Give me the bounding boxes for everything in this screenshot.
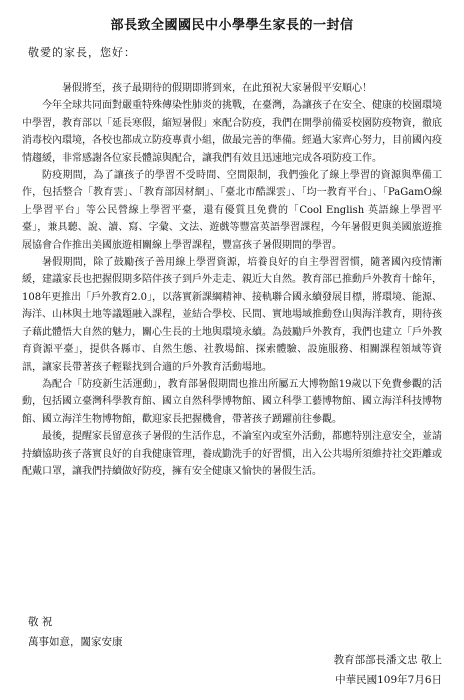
paragraph-5: 為配合「防疫新生活運動」，教育部暑假期間也推出所屬五大博物館19歲以下免費參觀的活動，包括國立臺灣科學教育館、國立自然科學博物館、國立科學工藝博物館、國立海洋科技博物館、國立海洋生物博物館，歡迎家長把握機會，帶著孩子踴躍前往參觀。: [22, 378, 442, 425]
salutation: 敬愛的家長，您好：: [28, 46, 136, 59]
paragraph-3: 防疫期間，為了讓孩子的學習不受時間、空間限制，我們強化了線上學習的資源與準備工作，包括整合「教育雲」、「教育部因材網」、「臺北市酷課雲」、「均一教育平台」、「PaGamO線上學習平台」等公民營線上學習平臺，還有優質且免費的「Cool English 英語線上學習平臺」，兼具聽、說、讀、寫、字彙、文法、遊戲等豐富英語學習課程，今年暑假更與美國旅遊推展協會合作推出美國旅遊相關線上學習課程，豐富孩子暑假期間的學習。: [22, 170, 442, 251]
paragraph-1: 暑假將至，孩子最期待的假期即將到來，在此預祝大家暑假平安順心！: [62, 83, 372, 94]
letter-body: [22, 80, 442, 480]
signature: 教育部部長潘文忠 敬上: [333, 654, 442, 666]
paragraph-2: 今年全球共同面對嚴重特殊傳染性肺炎的挑戰，在臺灣，為讓孩子在安全、健康的校園環境中學習，教育部以「延長寒假，縮短暑假」來配合防疫，我們在開學前備妥校園防疫物資，徹底消毒校內環境，各校也都成立防疫專責小組，做最完善的準備。經過大家齊心努力，目前國內疫情趨緩，非常感謝各位家長體諒與配合，讓我們有效且迅速地完成各項防疫工作。: [22, 100, 442, 164]
paragraph-6: 最後，提醒家長留意孩子暑假的生活作息，不論室內或室外活動，都應特別注意安全，並請持續協助孩子落實良好的自我健康管理，養成勤洗手的好習慣，出入公共場所須維持社交距離或配戴口罩，讓我們持續做好防疫，擁有安全健康又愉快的暑假生活。: [22, 431, 442, 477]
closing: [28, 612, 123, 652]
closing-line-2: 萬事如意，闔家安康: [28, 636, 123, 648]
paragraph-4: 暑假期間，除了鼓勵孩子善用線上學習資源，培養良好的自主學習習慣，隨著國內疫情漸緩，建議家長也把握假期多陪伴孩子到戶外走走、親近大自然。教育部已推動戶外教育十餘年，108年更推出「戶外教育2.0」，以落實新課綱精神、接軌聯合國永續發展目標，將環境、能源、海洋、山林與土地等議題融入課程，並結合學校、民間、實地場域推動登山與海洋教育，期待孩子藉此體悟大自然的魅力，關心生長的土地與環境永續。為鼓勵戶外教育，我們也建立「戶外教育資源平臺」，提供各縣市、自然生態、社教場館、探索體驗、設施服務、相關課程領域等資訊，讓家長帶著孩子輕鬆找到合適的戶外教育活動場地。: [22, 257, 442, 373]
closing-line-1: 敬 祝: [28, 616, 53, 628]
signature-block: [334, 650, 442, 690]
letter-title: 部長致全國國民中小學學生家長的一封信: [110, 18, 354, 33]
letter-date: 中華民國109年7月6日: [335, 674, 442, 686]
